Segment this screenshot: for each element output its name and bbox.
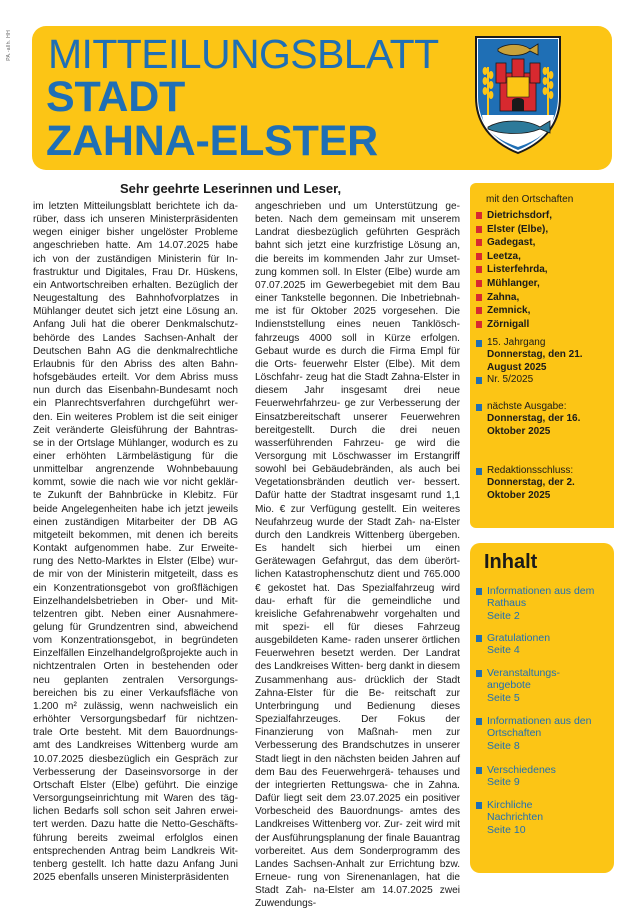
article-line: rung von Sirenenanlagen, hat die Stadt Zah- (255, 871, 460, 897)
article-line: ell für dieses Fahrzeug ausgebildeten Kame- (255, 622, 460, 647)
bullet-square-icon (476, 340, 482, 347)
article-line: na-Elster am 14.07.2025 zwei Zuwendungs- (255, 885, 460, 910)
article-line: unserer Stadt liegt in den nächsten beiden (255, 740, 460, 765)
next-issue-label: nächste Ausgabe: (487, 401, 567, 412)
article-line: in nichtzentralen Orten in bestehenden (33, 648, 238, 673)
editorial-deadline (476, 465, 610, 502)
article-line: vom Konzentrationsgebot, in begründeten (33, 635, 238, 647)
article-line: angeschrieben und um Unterstützung ge- (255, 201, 460, 212)
article-line: lichen Bedarfs soll schon seit Jahren erwei- (33, 806, 238, 818)
article-line: Ortschaft Elster (Elbe) geführt. Die einzige (33, 779, 238, 791)
deadline-label: Redaktionsschluss: (487, 465, 574, 476)
article-line: rund 1,1 Mio. € zur Verfügung gestellt. Ein (255, 490, 460, 515)
article-line: wurde es durch die Firma Empl für die Orts- (255, 345, 460, 370)
article-line: telzentren gibt. Neben einer Ausnahmere- (33, 608, 238, 620)
article-line: ich von der zuständigen Ministerin für In- (33, 253, 238, 265)
toc-item-title: Informationen aus den Ortschaften (487, 715, 592, 740)
district-item: Zahna, (476, 291, 552, 305)
toc-item-title: Gratulationen (487, 632, 551, 644)
next-issue-date: Donnerstag, der 16. Oktober 2025 (487, 413, 581, 437)
bullet-square-icon (476, 468, 482, 475)
article-line: zeug hat die Stadt Zahna-Elster in diesem (255, 372, 460, 397)
article-line: unserer Feuerwehren bereitgestellt. Durch (255, 411, 460, 436)
bullet-square-icon (476, 377, 482, 384)
article-line: se in der Ortslage Mühlanger, wodurch es (33, 437, 228, 449)
toc-item-page: Seite 9 (487, 776, 520, 789)
article-line: te Zukunft der Bahnbrücke in Klebitz. Für (33, 490, 238, 502)
district-item: Listerfehrda, (476, 263, 552, 277)
issue-number-row (487, 374, 610, 386)
article-line: trale Orte besteht. Mit dem Bauordnungs- (33, 727, 238, 739)
districts-intro: mit den Ortschaften (486, 194, 574, 205)
article-line: tert werden. Dazu hatte die Netto-Geschäfts- (33, 819, 238, 831)
article-line: Versorgungseinrichtung mit Waren des täg- (33, 793, 238, 805)
article-line: raden unserer örtlichen Feuerwehren besetzt (255, 635, 460, 660)
article-line: erhöhter Versorgungsbedarf für nichtzen- (33, 714, 238, 726)
postal-note: PA.-allh. HH (6, 30, 12, 61)
article-line: wegen einiger bisher ungelöster Probleme (33, 227, 238, 239)
article-line: behörde des Landes Sachsen-Anhalt der (33, 332, 238, 344)
bullet-square-icon (476, 802, 482, 809)
article-line: bessert. Dafür hatte der Stadtrat insgesamt (255, 477, 460, 502)
article-line: zeit wird mit der Ausführungsplanung der (255, 819, 460, 844)
article-line: na-Elster durch den Landkreis Wittenberg (255, 516, 460, 541)
article-line: feuerwehr Elster (Elbe). Mit dem Löschfahr- (255, 358, 460, 384)
issue-year: 15. Jahrgang (487, 337, 546, 348)
article-line: Verbesserung der Daseinsvorsorge in der (33, 766, 238, 778)
article-line: erhaft für die gemeindliche und kreisliche (255, 595, 460, 620)
article-line: hofsgebäudes erteilt. Vor dem Abriss muss (33, 372, 238, 384)
article-line: unmittelbar angrenzende Wohnbebauung (33, 464, 238, 476)
district-item: Zemnick, (476, 304, 552, 318)
article-line: Deutschen Bahn AG die denkmalrechtliche (33, 345, 238, 357)
article-line: finale Bauantrag vorbereitet. (255, 832, 460, 857)
issue-info-panel (470, 183, 614, 528)
article-line: der Neugestaltung des Bahnhofvorplatzes in (33, 279, 238, 305)
toc-item-kirchliche-nachrichten[interactable] (476, 799, 608, 836)
bullet-square-icon (476, 718, 482, 725)
article-line: Jahren auf dem Bau des Feuerwehrgerä- (255, 753, 460, 778)
article-line: 1.200 m² zulässig, wenn nachweislich ein (33, 700, 238, 712)
toc-item-title: Informationen aus dem Rathaus (487, 585, 595, 610)
article-line: Einzelfällen Einzelhandelgroßprojekte auch (33, 648, 231, 660)
masthead-stadt: STADT (46, 73, 186, 121)
toc-item-page: Seite 4 (487, 644, 520, 657)
masthead (32, 26, 612, 170)
article-line: Erstangriff sowohl bei Gebäudebränden, als (255, 450, 460, 476)
toc-item-ortschaften[interactable] (476, 715, 608, 752)
article-line: che in Zahna. Dafür liegt seit dem 23.07.2025 (255, 779, 460, 805)
article-line: drücklich der Stadt Zahna-Elster für die Be- (255, 674, 460, 699)
article-line: mitgeteilt bekommen, mit denen ich bereits (33, 529, 238, 541)
article-line: lichen Katastrophenschutz dient und 765.000 € (255, 569, 460, 594)
article-line: oder neu geplanten zentralen Versorgungs- (33, 661, 238, 686)
toc-item-veranstaltungen[interactable] (476, 667, 608, 704)
article-line: die drei neuen wasserführenden Fahrzeu- (255, 424, 460, 449)
district-item: Elster (Elbe), (476, 223, 552, 237)
article-column-2 (255, 200, 460, 910)
article-line: tehauses und der integrierten Rettungswa- (255, 766, 460, 791)
toc-item-gratulationen[interactable] (476, 632, 608, 657)
article-line: beide Angelegenheiten habe ich jetzt jeweils (33, 503, 238, 515)
article-line: de mir von der Ministerin mitgeteilt, dass es (33, 569, 238, 581)
article-line: Einzelhandelsbetrieben in Ober- und Mit- (33, 595, 238, 607)
article-line: nun durch das Eisenbahn-Bundesamt noch (33, 385, 238, 397)
article-line: Erlaubnis für den Abriss des alten Bahn- (33, 358, 238, 370)
article-line: bereichen bis zu einer Verkaufsfläche von (33, 687, 238, 699)
toc-item-page: Seite 2 (487, 609, 520, 622)
article-line: Zeit veränderte Gleisführung der Bahntras- (33, 424, 238, 436)
article-line: Landrat diesbezüglich geführten Gespräch (255, 227, 460, 239)
article-line: Sachsen-Anhalt zur Errichtung bzw. Erneue- (255, 858, 460, 883)
bullet-square-icon (476, 404, 482, 411)
article-line: rung des Netto-Marktes in Elster (Elbe) wur- (33, 556, 238, 568)
bullet-square-icon (476, 767, 482, 774)
article-column-1 (33, 200, 238, 884)
article-line: ein Planrechtsverfahren durchgeführt wer- (33, 398, 238, 410)
article-line: berg dankt in diesem Zusammenhang aus- (255, 661, 460, 686)
bullet-square-icon (476, 635, 482, 642)
toc-item-title: Veranstaltungs-angebote (487, 667, 560, 692)
article-line: zung kommen soll. In Elster (Elbe) wurde am (255, 266, 460, 278)
article-line: Gerätewagen Gefahrgut, das dem überört- (255, 556, 460, 568)
article-line: frastruktur und Digitales, Frau Dr. Hüskens, (33, 266, 238, 278)
issue-details (476, 337, 610, 387)
article-line: führung bereits zweimal erfolglos einen (33, 832, 238, 844)
masthead-title: MITTEILUNGSBLATT (48, 31, 439, 77)
article-line: beten. Nach dem gemeinsam mit unserem (255, 214, 460, 226)
toc-title: Inhalt (484, 551, 538, 573)
article-line: die bereits im kommenden Jahr zur Umset- (255, 253, 460, 265)
article-line: fahrzeugs 4000 soll in Kürze erfolgen. Gebaut (255, 332, 460, 357)
article-line: Anfang Juli hat die oberer Denkmalschutz- (33, 319, 238, 331)
district-item: Zörnigall (476, 318, 552, 332)
article-line: Die Indienststellung eines neuen Tanklösch- (255, 306, 460, 331)
article-line: den. Ein weiteres Problem ist die seit einiger (33, 411, 238, 423)
article-line: Mühlanger deutet sich jetzt eine Lösung an. (33, 306, 238, 318)
article-line: weiteres Neufahrzeug wurde der Stadt Zah- (255, 503, 460, 528)
article-line: einen zuständigen Mitarbeiter der DB AG (33, 516, 238, 528)
bullet-square-icon (476, 670, 482, 677)
article-line: 10.07.2025 diesbezüglich ein Gespräch zur (33, 753, 238, 765)
toc-item-title: Kirchliche Nachrichten (487, 799, 544, 824)
table-of-contents (470, 543, 614, 873)
issue-number: Nr. 5/2025 (487, 374, 534, 386)
article-line: entsprechenden Antrag beim Landkreis Wit- (33, 845, 238, 857)
article-line: dieses Spezialfahrzeuges. (255, 700, 460, 726)
toc-item-page: Seite 8 (487, 739, 520, 752)
article-line: gelung für Grundzentren sind, abweichend (33, 622, 238, 633)
article-line: im letzten Mitteilungsblatt berichtete ich da- (33, 201, 238, 212)
toc-item-page: Seite 10 (487, 823, 526, 836)
article-line: auch bei Vegetationsbränden deutlich ver- (255, 464, 460, 489)
article-line: ein Antwortschreiben erhalten. Bezüglich (33, 279, 224, 291)
issue-date: Donnerstag, den 21. August 2025 (487, 349, 583, 373)
article-line: Jahr insgesamt drei neue Feuerwehrfahrzeu- (255, 385, 460, 410)
article-line: Der Fokus der Finanzierung von Maßnah- (255, 714, 461, 739)
article-line: Kontakt aufgenommen habe. Zur Erweite- (33, 543, 238, 555)
greeting-heading: Sehr geehrte Leserinnen und Leser, (120, 181, 342, 196)
article-line: zu einer erhöhten Lärmbelästigung für die (33, 437, 238, 462)
district-item: Mühlanger, (476, 277, 552, 291)
toc-item-verschiedenes[interactable] (476, 764, 608, 789)
masthead-town-name: ZAHNA-ELSTER (46, 117, 379, 165)
districts-list (476, 209, 552, 331)
article-line: 07.07.2025 im Gewerbegebiet mit dem Bau (255, 279, 460, 291)
article-line: ein positiver Vorbescheid des Bauordnungs- (255, 793, 460, 818)
article-line: me ist für Oktober 2025 vorgesehen. (255, 306, 445, 318)
next-issue (476, 401, 610, 438)
deadline-date: Donnerstag, der 2. Oktober 2025 (487, 477, 575, 501)
toc-item-page: Seite 5 (487, 691, 520, 704)
article-line: amt des Landkreises Wittenberg wurde am (33, 740, 238, 752)
article-line: amtes des Landkreises Wittenberg vor. Zur- (255, 806, 460, 831)
article-line: gekostet hat. Das Spezialfahrzeug wird dau- (255, 582, 461, 607)
article-line: ein Konzentrationsgebot von großflächigen (33, 582, 238, 594)
article-line: kommt, sowie die nach wie vor nicht geklär- (33, 477, 238, 489)
district-item: Dietrichsdorf, (476, 209, 552, 223)
article-line: men zur Verbesserung des Brandschutzes in (255, 727, 461, 752)
article-line: ge zur Verbesserung der Einsatzbereitschaft (255, 398, 460, 423)
article-line: reitschaft zur Unterbringung und Bedienung (255, 687, 460, 712)
article-line: rüber, dass ich unseren Ministerpräsidenten (33, 214, 238, 226)
article-line: einer Tankstelle begonnen. Die Inbetriebnah- (255, 293, 460, 305)
district-item: Gadegast, (476, 236, 552, 250)
article-line: bahnt sich jetzt eine kurzfristige Lösung an, (255, 240, 460, 252)
article-line: Gefahrenabwehr vorgehalten und mit spezi- (255, 608, 460, 633)
article-line: tenberg gestellt. Ich hatte dazu Anfang Juni (33, 858, 238, 870)
article-line: angeschrieben hatte. Am 14.07.2025 habe (33, 240, 238, 252)
toc-item-title: Verschiedenes (487, 764, 556, 776)
article-line: 2025 ebenfalls unseren Ministerpräsidenten (33, 871, 229, 883)
article-line: werden. Der Landrat des Landkreises Witten- (255, 648, 460, 673)
bullet-square-icon (476, 588, 482, 595)
toc-item-rathaus[interactable] (476, 585, 608, 622)
coat-of-arms-icon (472, 33, 564, 155)
article-line: Aus dem Sonderprogramm des Landes (255, 845, 460, 870)
article-line: ge wird die Versorgung mit Löschwasser im (255, 437, 460, 462)
article-line: übergeben. Es handelt sich hierbei um einen (255, 529, 460, 555)
district-item: Leetza, (476, 250, 552, 264)
